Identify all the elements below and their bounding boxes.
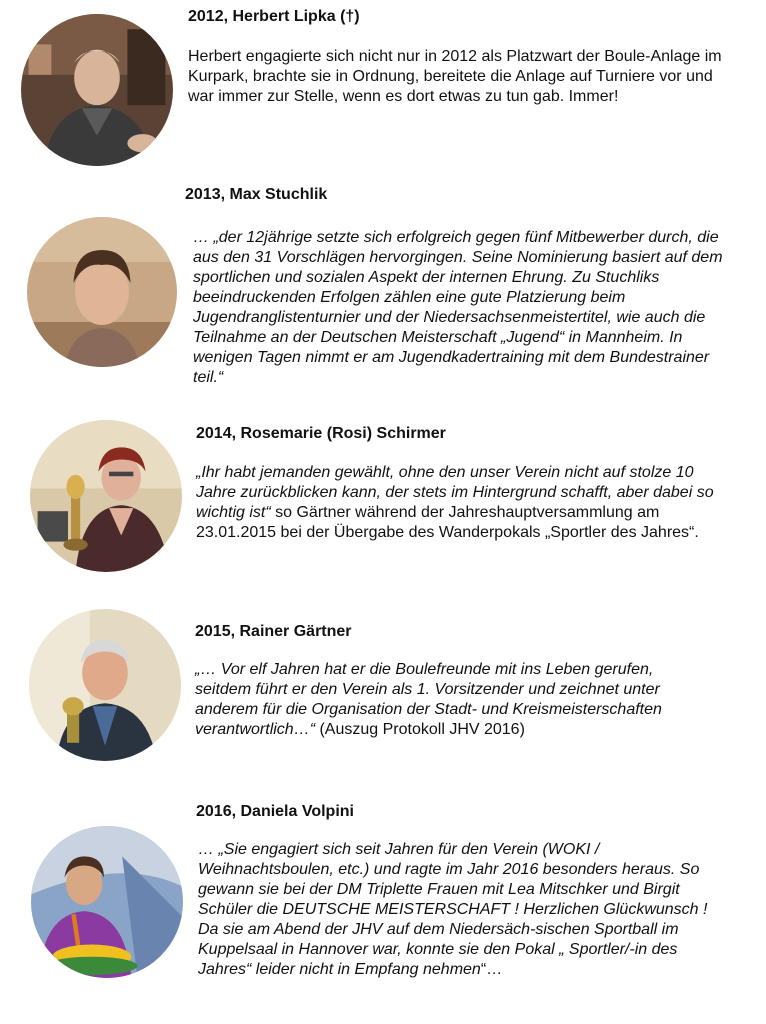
entry-title: 2016, Daniela Volpini <box>196 803 354 820</box>
entry-body-text: “… <box>480 961 503 978</box>
entry-title: 2013, Max Stuchlik <box>185 186 328 203</box>
entry-quote: … „Sie engagiert sich seit Jahren für den Verein (WOKI / Weihnachtsboulen, etc.) und ragte im Jahr 2016 besonders heraus. So gewann sie bei der DM Triplette Frauen mit Lea Mitschker und Birgit Schüler die DEUTSCHE MEISTERSCHAFT ! Herzlichen Glückwunsch ! Da sie am Abend der JHV auf dem Niedersäch-sischen Sportball im Kuppelsaal in Hannover war, konnte sie den Pokal „ Sportler/-in des Jahres“ leider nicht in Empfang nehmen <box>198 841 708 978</box>
entry-body <box>193 228 728 388</box>
entry-quote: „Ihr habt jemanden gewählt, ohne den unser Verein nicht auf stolze 10 Jahre zurückblicken kann, der stets im Hintergrund schafft, aber dabei so wichtig ist“ <box>196 464 714 521</box>
entry-body <box>196 463 726 543</box>
entry-body-text: so Gärtner während der Jahreshauptversammlung am 23.01.2015 bei der Übergabe des Wanderpokals „Sportler des Jahres“. <box>196 504 699 541</box>
photo-herbert-lipka <box>21 14 173 166</box>
photo-rosemarie-schirmer <box>30 420 182 572</box>
entry-body <box>195 660 705 740</box>
entry-title: 2015, Rainer Gärtner <box>195 623 352 640</box>
photo-max-stuchlik <box>27 217 177 367</box>
entry-body-text: (Auszug Protokoll JHV 2016) <box>315 721 525 738</box>
entry-body-text: Herbert engagierte sich nicht nur in 2012 als Platzwart der Boule-Anlage im Kurpark, brachte sie in Ordnung, bereitete die Anlage auf Turniere vor und war immer zur Stelle, wenn es dort etwas zu tun gab. Immer! <box>188 48 722 105</box>
entry-body-text: … „der 12jährige setzte sich erfolgreich gegen fünf Mitbewerber durch, die aus den 31 Vorschlägen hervorgingen. Seine Nominierung basiert auf dem sportlichen und sozialen Aspekt der internen Ehrung. Zu Stuchliks beeindruckenden Erfolgen zählen eine gute Platzierung beim Jugendranglistenturnier und der Niedersachsenmeistertitel, wie auch die Teilnahme an der Deutschen Meisterschaft „Jugend“ in Mannheim. In wenigen Tagen nimmt er am Jugendkadertraining mit dem Bundestrainer teil.“ <box>193 229 723 386</box>
photo-daniela-volpini <box>31 826 183 978</box>
photo-rainer-gaertner <box>29 609 181 761</box>
entry-title: 2014, Rosemarie (Rosi) Schirmer <box>196 425 446 442</box>
entry-body <box>198 840 728 980</box>
entry-title: 2012, Herbert Lipka (†) <box>188 8 360 25</box>
entry-body <box>188 47 733 107</box>
entry-quote: „… Vor elf Jahren hat er die Boulefreunde mit ins Leben gerufen, seitdem führt er den Verein als 1. Vorsitzender und zeichnet unter anderem für die Organisation der Stadt- und Kreismeisterschaften verantwortlich…“ <box>195 661 662 738</box>
